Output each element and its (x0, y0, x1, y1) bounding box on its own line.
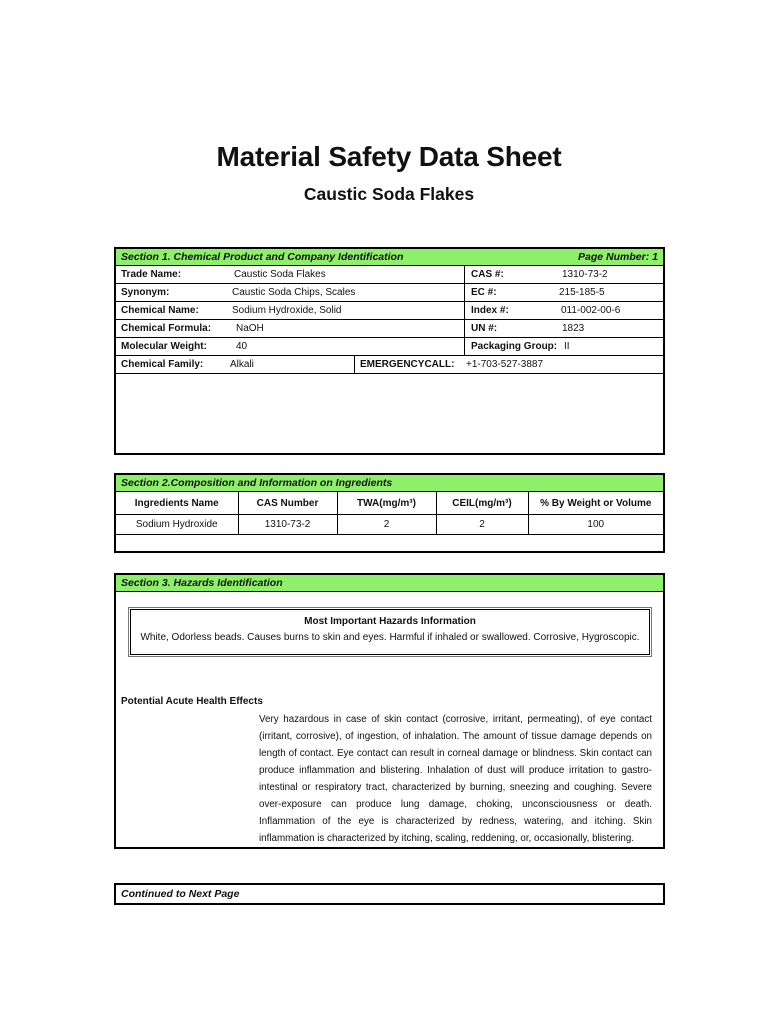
trade-name-value: Caustic Soda Flakes (234, 269, 326, 280)
un-value: 1823 (562, 323, 585, 334)
continued-footer: Continued to Next Page (114, 883, 665, 905)
table-cell: 100 (528, 515, 663, 535)
packaging-value: II (564, 341, 570, 352)
column-header: TWA(mg/m³) (337, 492, 436, 515)
section-1-title: Section 1. Chemical Product and Company Identification (121, 251, 404, 263)
hazards-summary-box (130, 609, 650, 655)
ec-value: 215-185-5 (559, 287, 605, 298)
table-cell: Sodium Hydroxide (116, 515, 238, 535)
hazards-box-text: White, Odorless beads. Causes burns to skin and eyes. Harmful if inhaled or swallowed. Corrosive, Hygroscopic. (140, 632, 640, 643)
row-synonym (116, 284, 663, 302)
chemical-name-label: Chemical Name: (121, 305, 199, 316)
packaging-label: Packaging Group: (471, 341, 558, 352)
synonym-value: Caustic Soda Chips, Scales (232, 287, 356, 298)
row-chemical-family (116, 356, 663, 374)
page-number: Page Number: 1 (578, 251, 658, 263)
cas-label: CAS #: (471, 269, 504, 280)
section-3 (114, 573, 665, 849)
trade-name-label: Trade Name: (121, 269, 182, 280)
index-label: Index #: (471, 305, 509, 316)
chemical-family-value: Alkali (230, 359, 254, 370)
ingredients-table (116, 492, 663, 535)
table-row (116, 515, 663, 535)
index-value: 011-002-00-6 (561, 305, 621, 316)
row-trade-name (116, 266, 663, 284)
table-header-row (116, 492, 663, 515)
table-cell: 2 (436, 515, 528, 535)
hazards-box-heading: Most Important Hazards Information (304, 616, 476, 627)
formula-label: Chemical Formula: (121, 323, 212, 334)
molecular-weight-value: 40 (236, 341, 248, 352)
row-chemical-name (116, 302, 663, 320)
column-header: CEIL(mg/m³) (436, 492, 528, 515)
column-header: Ingredients Name (116, 492, 238, 515)
section-2-title: Section 2.Composition and Information on Ingredients (121, 477, 393, 489)
section-1-header (116, 249, 663, 266)
formula-value: NaOH (236, 323, 264, 334)
emergency-label: EMERGENCYCALL: (360, 359, 455, 370)
acute-health-effects-text: Very hazardous in case of skin contact (corrosive, irritant, permeating), of eye contact (irritant, corrosive), of ingestion, of inhalation. The amount of tissue damage depends on length of contact. Eye contact can result in corneal damage or blindness. Skin contact can produce inflammation and blistering. Inhalation of dust will produce irritation to gastro-intestinal or respiratory tract, characterized by burning, sneezing and coughing. Severe over-exposure can produce lung damage, choking, unconsciousness or death. Inflammation of the eye is characterized by redness, watering, and itching. Skin inflammation is characterized by itching, scaling, reddening, or, occasionally, blistering. (259, 714, 652, 844)
section-3-header (116, 575, 663, 592)
chemical-family-label: Chemical Family: (121, 359, 204, 370)
document-title: Material Safety Data Sheet (216, 141, 562, 172)
column-header: CAS Number (238, 492, 337, 515)
table-cell: 2 (337, 515, 436, 535)
section-2 (114, 473, 665, 553)
row-formula (116, 320, 663, 338)
column-header: % By Weight or Volume (528, 492, 663, 515)
acute-health-effects-label: Potential Acute Health Effects (121, 696, 263, 707)
cas-value: 1310-73-2 (562, 269, 608, 280)
molecular-weight-label: Molecular Weight: (121, 341, 207, 352)
section-2-header (116, 475, 663, 492)
emergency-value: +1-703-527-3887 (466, 359, 544, 370)
chemical-name-value: Sodium Hydroxide, Solid (232, 305, 342, 316)
table-cell: 1310-73-2 (238, 515, 337, 535)
un-label: UN #: (471, 323, 498, 334)
section-1 (114, 247, 665, 455)
section-3-title: Section 3. Hazards Identification (121, 577, 283, 589)
ec-label: EC #: (471, 287, 497, 298)
document-subtitle: Caustic Soda Flakes (303, 184, 475, 204)
row-molecular-weight (116, 338, 663, 356)
synonym-label: Synonym: (121, 287, 170, 298)
